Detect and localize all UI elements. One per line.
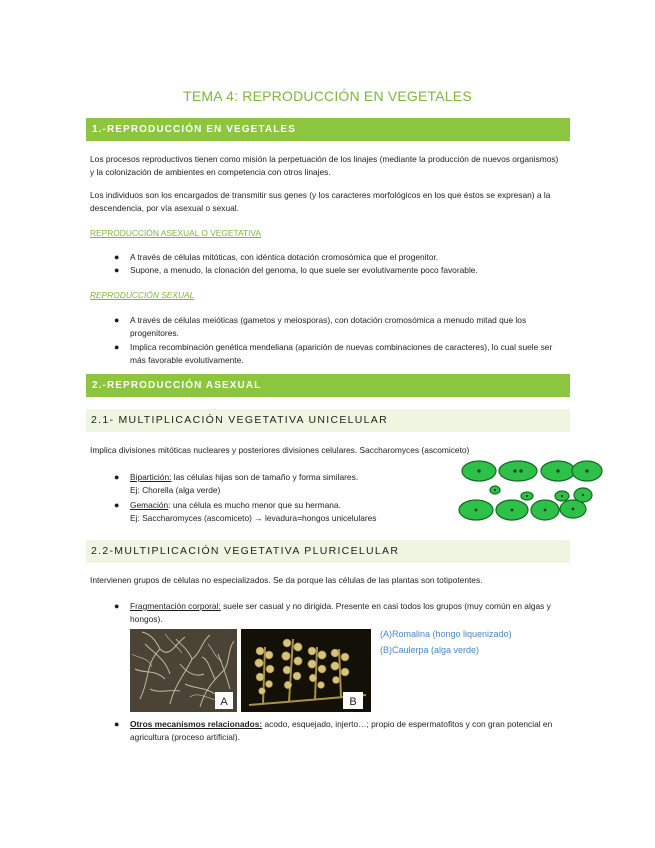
caption-b: (B)Caulerpa (alga verde) bbox=[380, 645, 480, 655]
pluricellular-list-1 bbox=[90, 600, 552, 626]
cell bbox=[499, 461, 537, 481]
subsection-2-2-intro: Intervienen grupos de células no especializados. Se da porque las células de las plantas son totipotentes. bbox=[90, 575, 483, 585]
subheading-asexual: REPRODUCCIÓN ASEXUAL O VEGETATIVA bbox=[90, 228, 261, 238]
list-item: ● Fragmentación corporal: suele ser casual y no dirigida. Presente en casi todos los grupos (muy común en algas y hongos). bbox=[114, 601, 551, 624]
list-item: ● A través de células meióticas (gametos y meiosporas), con dotación cromosómica a menudo mitad que los progenitores. bbox=[114, 315, 527, 338]
list-item: ● Supone, a menudo, la clonación del genoma, lo que suele ser evolutivamente poco favorable. bbox=[114, 265, 478, 275]
unicellular-list bbox=[90, 471, 440, 525]
paragraph-2: Los individuos son los encargados de transmitir sus genes (y los caracteres morfológicos en los que éstos se expresan) a la descendencia, por vía asexual o sexual. bbox=[90, 190, 551, 213]
photo-ramalina bbox=[130, 629, 237, 712]
photo-label-b: B bbox=[349, 696, 357, 708]
list-item: ● Bipartición: las células hijas son de tamaño y forma similares. Ej: Chorella (alga verde) bbox=[114, 472, 359, 495]
subheading-sexual: REPRODUCCIÓN SEXUAL bbox=[90, 290, 195, 300]
subsection-2-1-heading: 2.1- MULTIPLICACIÓN VEGETATIVA UNICELULAR bbox=[86, 409, 570, 432]
subsection-2-1-intro: Implica divisiones mitóticas nucleares y posteriores divisiones celulares. Saccharomyces (ascomiceto) bbox=[90, 445, 470, 455]
section-2-heading: 2.-REPRODUCCIÓN ASEXUAL bbox=[86, 374, 570, 397]
list-item: ● Otros mecanismos relacionados: acodo, esquejado, injerto…; propio de espermatofitos y con gran potencial en agricultura (proceso artificial). bbox=[114, 719, 553, 742]
asexual-list bbox=[90, 251, 560, 277]
photo-caulerpa bbox=[241, 629, 371, 712]
page-title: TEMA 4: REPRODUCCIÓN EN VEGETALES bbox=[183, 88, 472, 104]
caption-a: (A)Romalina (hongo liquenizado) bbox=[380, 629, 512, 639]
photo-label-a: A bbox=[220, 696, 228, 708]
paragraph-1: Los procesos reproductivos tienen como misión la perpetuación de los linajes (mediante la producción de nuevos organismos) y la colonización de ambientes en competencia con otros linajes. bbox=[90, 154, 559, 177]
section-1-heading: 1.-REPRODUCCIÓN EN VEGETALES bbox=[86, 118, 570, 141]
sexual-list bbox=[90, 314, 564, 367]
subsection-2-2-heading: 2.2-MULTIPLICACIÓN VEGETATIVA PLURICELULAR bbox=[86, 540, 570, 563]
cell-division-diagram bbox=[452, 457, 604, 529]
list-item: ● Gemación: una célula es mucho menor que su hermana. Ej: Saccharomyces (ascomiceto) → levadura=hongos unicelulares bbox=[114, 500, 377, 523]
list-item: ● Implica recombinación genética mendeliana (aparición de nuevas combinaciones de caracteres), lo cual suele ser más favorable evolutivamente. bbox=[114, 342, 553, 365]
list-item: ● A través de células mitóticas, con idéntica dotación cromosómica que el progenitor. bbox=[114, 252, 439, 262]
pluricellular-list-2 bbox=[90, 718, 564, 744]
